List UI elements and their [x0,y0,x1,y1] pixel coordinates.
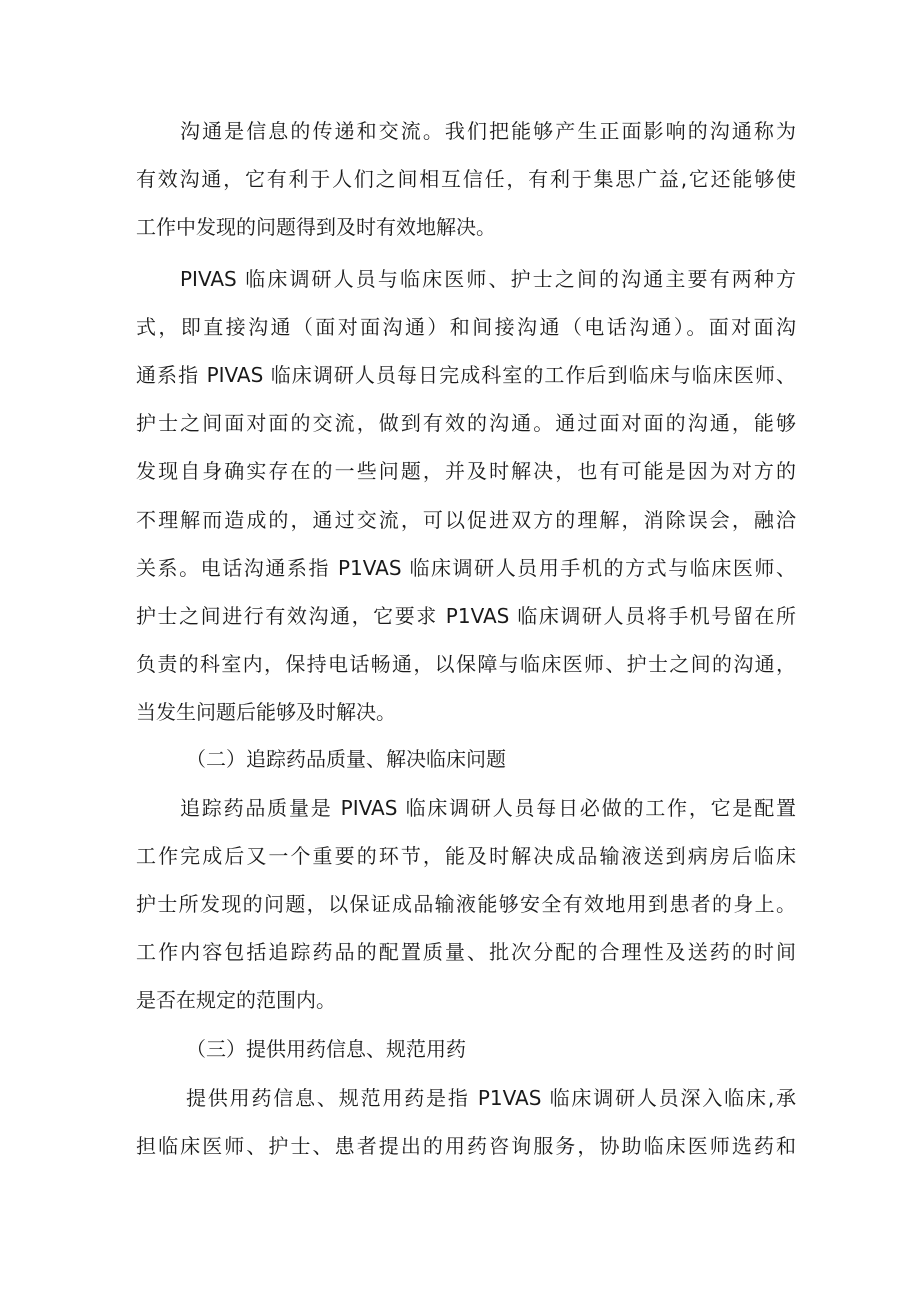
paragraph-2-line-10: 当发生问题后能够及时解决。 [136,700,396,724]
paragraph-2-line-6: 不理解而造成的，通过交流，可以促进双方的理解，消除误会，融洽 [136,508,796,532]
paragraph-3-line-4: 工作内容包括追踪药品的配置质量、批次分配的合理性及送药的时间 [136,940,796,964]
paragraph-3-line-5: 是否在规定的范围内。 [136,988,336,1012]
paragraph-2-line-3: 通系指 PIVAS 临床调研人员每日完成科室的工作后到临床与临床医师、 [136,363,796,387]
paragraph-2-line-2: 式，即直接沟通（面对面沟通）和间接沟通（电话沟通）。面对面沟 [136,315,796,339]
paragraph-1-line-1: 沟通是信息的传递和交流。我们把能够产生正面影响的沟通称为 [180,119,796,143]
paragraph-4-line-2: 担临床医师、护士、患者提出的用药咨询服务，协助临床医师选药和 [136,1134,796,1158]
paragraph-2-line-9: 负责的科室内，保持电话畅通，以保障与临床医师、护士之间的沟通， [136,652,796,676]
paragraph-2-line-5: 发现自身确实存在的一些问题，并及时解决，也有可能是因为对方的 [136,459,796,483]
paragraph-2-line-8: 护士之间进行有效沟通，它要求 P1VAS 临床调研人员将手机号留在所 [136,604,796,628]
section-heading-3: （三）提供用药信息、规范用药 [186,1037,466,1061]
paragraph-3-line-2: 工作完成后又一个重要的环节，能及时解决成品输液送到病房后临床 [136,844,796,868]
paragraph-4-line-1: 提供用药信息、规范用药是指 P1VAS 临床调研人员深入临床,承 [186,1086,796,1110]
paragraph-2-line-4: 护士之间面对面的交流，做到有效的沟通。通过面对面的沟通，能够 [136,411,796,435]
paragraph-1-line-2: 有效沟通，它有利于人们之间相互信任，有利于集思广益,它还能够使 [136,167,796,191]
paragraph-2-line-7: 关系。电话沟通系指 P1VAS 临床调研人员用手机的方式与临床医师、 [136,556,796,580]
paragraph-3-line-3: 护士所发现的问题，以保证成品输液能够安全有效地用到患者的身上。 [136,892,796,916]
paragraph-2-line-1: PIVAS 临床调研人员与临床医师、护士之间的沟通主要有两种方 [180,267,796,291]
paragraph-1-line-3: 工作中发现的问题得到及时有效地解决。 [136,215,496,239]
section-heading-2: （二）追踪药品质量、解决临床问题 [186,747,506,771]
paragraph-3-line-1: 追踪药品质量是 PIVAS 临床调研人员每日必做的工作，它是配置 [180,796,796,820]
